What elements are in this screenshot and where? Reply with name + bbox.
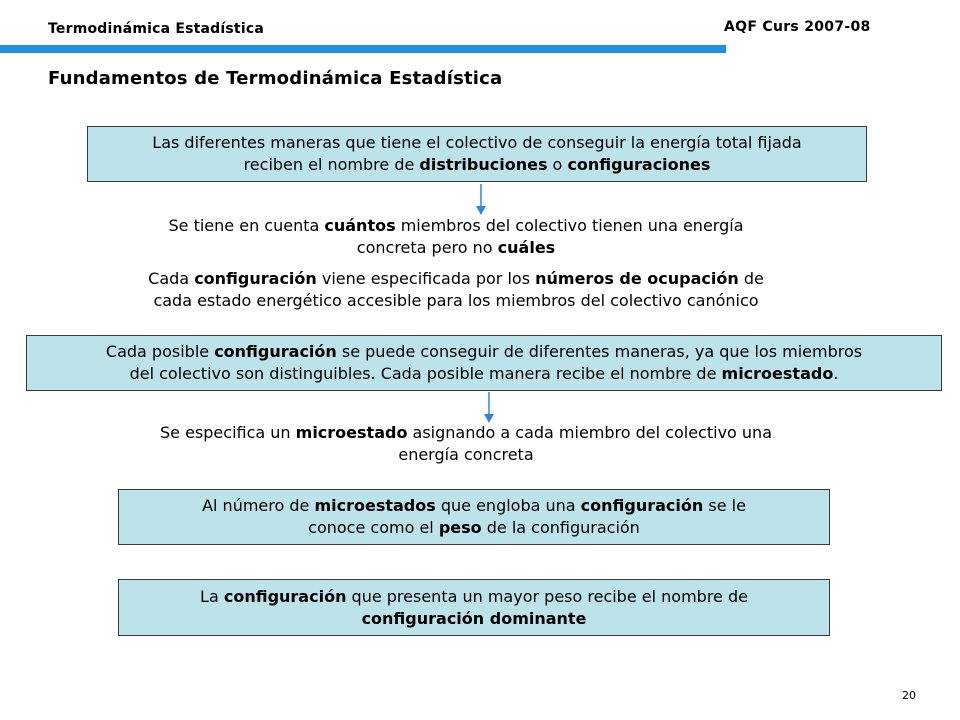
header-accent-bar <box>0 45 726 53</box>
definition-box-microestado: Cada posible configuración se puede conseguir de diferentes maneras, ya que los miembros del colectivo son distinguibles. Cada posible manera recibe el nombre de microestado. <box>26 335 942 391</box>
definition-box-peso: Al número de microestados que engloba una configuración se le conoce como el peso de la configuración <box>118 489 830 545</box>
box1-line1: Las diferentes maneras que tiene el colectivo de conseguir la energía total fijada <box>152 133 802 152</box>
definition-box-dominante: La configuración que presenta un mayor peso recibe el nombre de configuración dominante <box>118 579 830 636</box>
text-especifica-microestado: Se especifica un microestado asignando a cada miembro del colectivo una energía concreta <box>160 423 772 464</box>
text-numeros-ocupacion: Cada configuración viene especificada por los números de ocupación de cada estado energético accesible para los miembros del colectivo canónico <box>148 269 764 310</box>
down-arrow-icon <box>482 392 496 424</box>
box1-line2: reciben el nombre de distribuciones o configuraciones <box>243 155 711 174</box>
definition-box-distribuciones <box>87 126 867 182</box>
header-section-title: Termodinámica Estadística <box>48 21 264 37</box>
header-course-label: AQF Curs 2007-08 <box>724 19 871 35</box>
slide-title: Fundamentos de Termodinámica Estadística <box>48 68 503 89</box>
down-arrow-icon <box>474 184 488 216</box>
text-cuantos-cuales: Se tiene en cuenta cuántos miembros del colectivo tienen una energía concreta pero no cuáles <box>168 216 744 257</box>
page-number: 20 <box>902 689 916 702</box>
